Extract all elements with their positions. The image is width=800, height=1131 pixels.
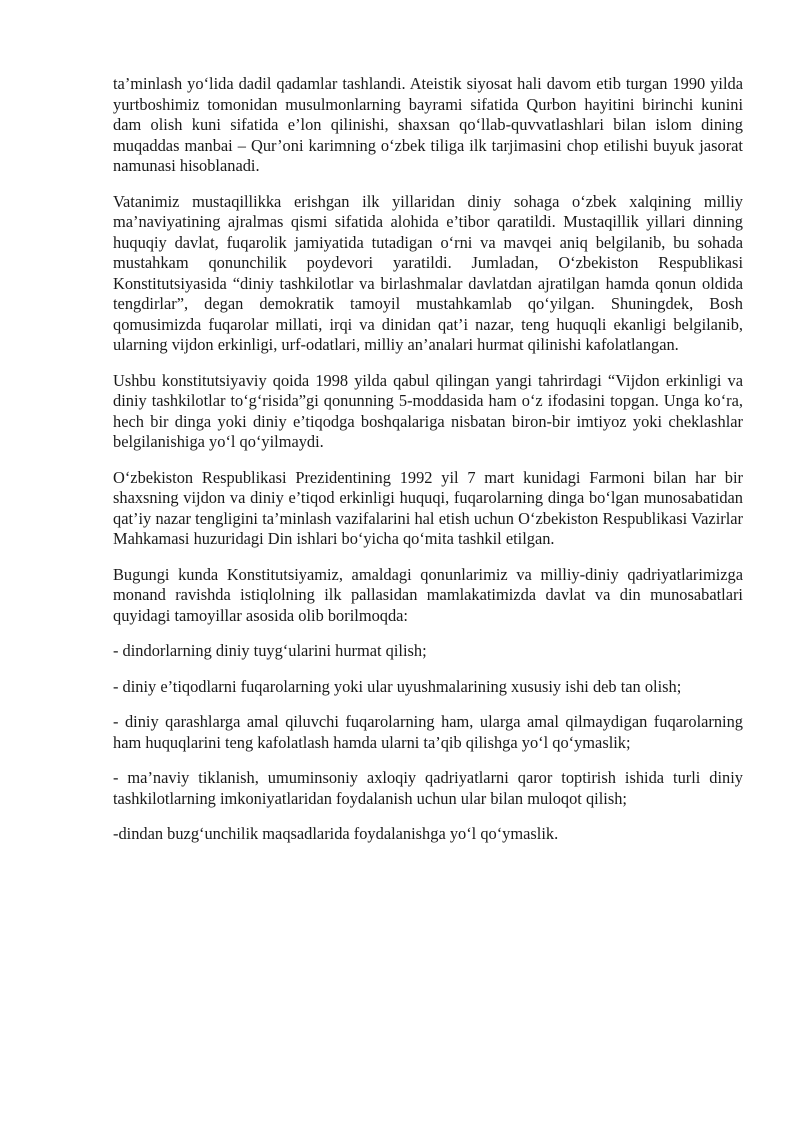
paragraph-constitutional-rule: Ushbu konstitutsiyaviy qoida 1998 yilda qabul qilingan yangi tahrirdagi “Vijdon erkinligi va diniy tashkilotlar to‘g‘risida”gi qonunning 5-moddasida ham o‘z ifodasini topgan. Unga ko‘ra, hech bir dinga yoki diniy e’tiqodga boshqalariga nisbatan biron-bir imtiyoz yoki cheklashlar belgilanishiga yo‘l qo‘yilmaydi. (113, 370, 743, 451)
list-item: -dindan buzg‘unchilik maqsadlarida foydalanishga yo‘l qo‘ymaslik. (113, 824, 559, 843)
paragraph-independence: Vatanimiz mustaqillikka erishgan ilk yillaridan diniy sohaga o‘zbek xalqining milliy ma’naviyatining ajralmas qismi sifatida alohida e’tibor qaratildi. Mustaqillik yillari dinning huquqiy davlat, fuqarolik jamiyatida tutadigan o‘rni va mavqei aniq belgilanib, bu sohada mustahkam qonunchilik poydevori yaratildi. Jumladan, O‘zbekiston Respublikasi Konstitutsiyasida “diniy tashkilotlar va birlashmalar davlatdan ajratilgan hamda qonun oldida tengdirlar”, degan demokratik tamoyil mustahkamlab qo‘yilgan. Shuningdek, Bosh qomusimizda fuqarolar millati, irqi va dinidan qat’i nazar, teng huquqli ekanligi belgilanib, ularning vijdon erkinligi, urf-odatlari, milliy an’analari hurmat qilinishi kafolatlangan. (113, 191, 743, 354)
list-item: - ma’naviy tiklanish, umuminsoniy axloqiy qadriyatlarni qaror toptirish ishida turli diniy tashkilotlarning imkoniyatlaridan foydalanish uchun ular bilan muloqot qilish; (113, 768, 743, 808)
paragraph-intro: ta’minlash yo‘lida dadil qadamlar tashlandi. Ateistik siyosat hali davom etib turgan 1990 yilda yurtboshimiz tomonidan musulmonlarning bayrami sifatida Qurbon hayitini birinchi kunini dam olish kuni sifatida e’lon qilinishi, shaxsan qo‘llab-quvvatlashlari bilan islom dining muqaddas manbai – Qur’oni karimning o‘zbek tiliga ilk tarjimasini chop etilishi buyuk jasorat namunasi hisoblanadi. (113, 74, 743, 175)
list-item: - diniy qarashlarga amal qiluvchi fuqarolarning ham, ularga amal qilmaydigan fuqarolarning ham huquqlarini teng kafolatlash hamda ularni ta’qib qilishga yo‘l qo‘ymaslik; (113, 712, 743, 752)
list-item: - dindorlarning diniy tuyg‘ularini hurmat qilish; (113, 641, 427, 660)
paragraph-principles-intro: Bugungi kunda Konstitutsiyamiz, amaldagi qonunlarimiz va milliy-diniy qadriyatlarimizga monand ravishda istiqlolning ilk pallasidan mamlakatimizda davlat va din munosabatlari quyidagi tamoyillar asosida olib borilmoqda: (113, 564, 743, 625)
document-body (113, 74, 743, 860)
paragraph-presidential-decree: O‘zbekiston Respublikasi Prezidentining 1992 yil 7 mart kunidagi Farmoni bilan har bir shaxsning vijdon va diniy e’tiqod erkinligi huquqi, fuqarolarning dinga bo‘lgan munosabatidan qat’iy nazar tengligini ta’minlash vazifalarini hal etish uchun O‘zbekiston Respublikasi Vazirlar Mahkamasi huzuridagi Din ishlari bo‘yicha qo‘mita tashkil etilgan. (113, 467, 743, 548)
list-item: - diniy e’tiqodlarni fuqarolarning yoki ular uyushmalarining xususiy ishi deb tan olish; (113, 676, 682, 696)
